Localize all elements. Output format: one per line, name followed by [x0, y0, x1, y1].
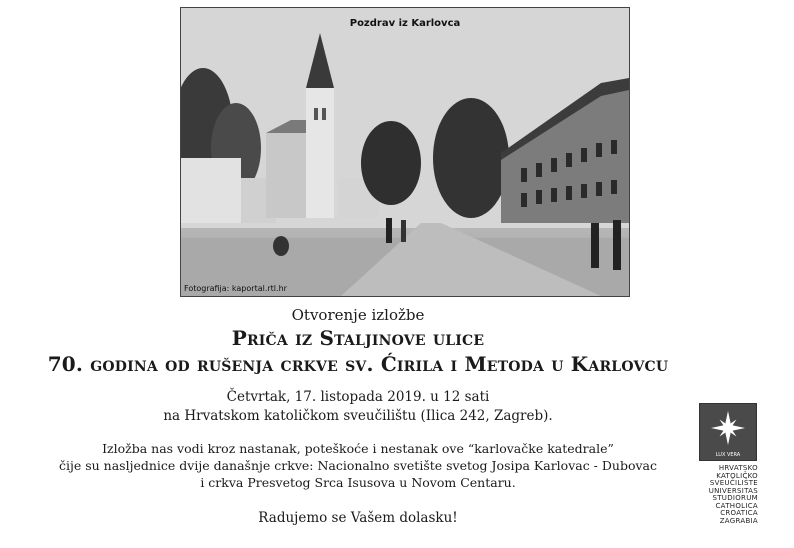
- photo-credit: Fotografija: kaportal.rtl.hr: [184, 284, 287, 293]
- logo-line: SVEUČILIŠTE: [709, 479, 758, 487]
- logo-emblem: [699, 403, 757, 461]
- postcard-photo: [180, 7, 630, 297]
- postcard-title: Pozdrav iz Karlovca: [349, 18, 461, 29]
- street-scene-illustration: [181, 8, 629, 296]
- logo-line: CROATICA: [720, 509, 758, 517]
- exhibition-title: Priča iz Staljinove ulice: [231, 326, 485, 350]
- event-location: na Hrvatskom katoličkom sveučilištu (Ilica 242, Zagreb).: [163, 408, 553, 424]
- logo-line: UNIVERSITAS: [708, 486, 758, 495]
- description-line: i crkva Presvetog Srca Isusova u Novom Centaru.: [200, 475, 516, 490]
- closing-message: Radujemo se Vašem dolasku!: [258, 510, 458, 526]
- logo-motto: LUX VERA: [715, 452, 741, 458]
- exhibition-subtitle: Otvorenje izložbe: [291, 306, 425, 324]
- description-line: Izložba nas vodi kroz nastanak, poteškoće i nestanak ove “karlovačke katedrale”: [102, 441, 614, 456]
- logo-text: [698, 465, 758, 525]
- exhibition-title-line2: 70. godina od rušenja crkve sv. Ćirila i Metoda u Karlovcu: [47, 352, 669, 376]
- event-date: Četvrtak, 17. listopada 2019. u 12 sati: [226, 389, 490, 405]
- exhibition-description: [0, 440, 716, 491]
- logo-line: STUDIORUM: [712, 494, 758, 502]
- university-logo: [698, 403, 758, 525]
- logo-line: ZAGRABIA: [719, 516, 758, 525]
- logo-line: CATHOLICA: [715, 501, 758, 510]
- logo-line: HRVATSKO: [718, 464, 758, 472]
- logo-line: KATOLIČKO: [716, 471, 758, 480]
- event-details: [0, 388, 716, 426]
- description-line: čije su nasljednice dvije današnje crkve: Nacionalno svetište svetog Josipa Karlovac - Dubovac: [59, 458, 657, 473]
